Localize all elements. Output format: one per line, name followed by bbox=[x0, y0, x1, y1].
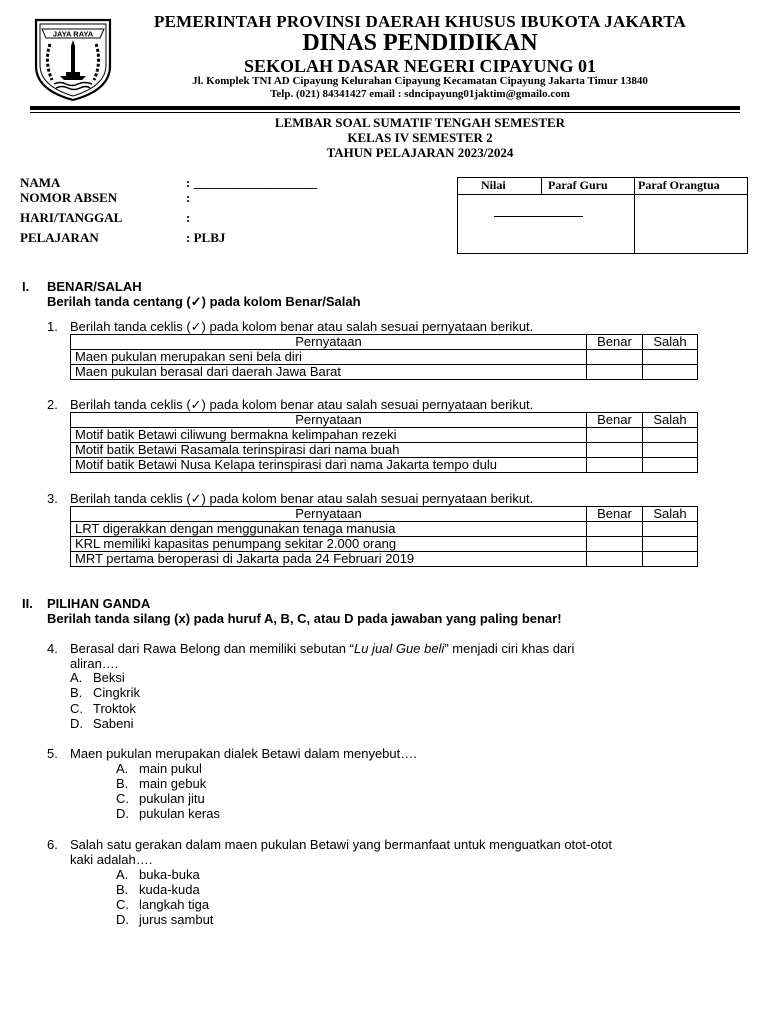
table-row bbox=[71, 537, 698, 552]
statement-cell: Motif batik Betawi Nusa Kelapa terinspirasi dari nama Jakarta tempo dulu bbox=[71, 458, 587, 473]
letterhead-address: Jl. Komplek TNI AD Cipayung Kelurahan Cipayung Kecamatan Cipayung Jakarta Timur 13840 bbox=[192, 75, 648, 87]
statement-cell: Maen pukulan berasal dari daerah Jawa Barat bbox=[71, 365, 587, 380]
jakarta-emblem-logo bbox=[30, 14, 116, 102]
field-label-hari-tanggal: HARI/TANGGAL bbox=[20, 210, 123, 225]
table-header-pernyataan: Pernyataan bbox=[71, 507, 587, 522]
salah-checkbox-cell[interactable] bbox=[643, 458, 698, 473]
option-text: Troktok bbox=[93, 701, 136, 716]
option-letter[interactable]: B. bbox=[116, 882, 129, 897]
letterhead-government: PEMERINTAH PROVINSI DAERAH KHUSUS IBUKOTA JAKARTA bbox=[153, 12, 686, 31]
letterhead-rule-thin bbox=[30, 112, 740, 113]
field-value-nomor-absen[interactable]: : bbox=[186, 190, 191, 205]
statement-cell: Motif batik Betawi ciliwung bermakna kelimpahan rezeki bbox=[71, 428, 587, 443]
option-text: Cingkrik bbox=[93, 685, 140, 700]
table-row bbox=[71, 552, 698, 567]
section-2-title: PILIHAN GANDA bbox=[47, 596, 151, 611]
option-text: Beksi bbox=[93, 670, 125, 685]
sheet-title: LEMBAR SOAL SUMATIF TENGAH SEMESTER bbox=[274, 115, 566, 130]
statement-cell: LRT digerakkan dengan menggunakan tenaga manusia bbox=[71, 522, 587, 537]
table-row bbox=[71, 443, 698, 458]
question-text-continued: aliran…. bbox=[70, 656, 119, 671]
option-text: kuda-kuda bbox=[139, 882, 200, 897]
salah-checkbox-cell[interactable] bbox=[643, 365, 698, 380]
option-letter[interactable]: D. bbox=[116, 806, 129, 821]
option-text: Sabeni bbox=[93, 716, 134, 731]
benar-checkbox-cell[interactable] bbox=[587, 428, 643, 443]
letterhead-department: DINAS PENDIDIKAN bbox=[302, 30, 538, 56]
question-italic-phrase: Lu jual Gue beli bbox=[353, 641, 445, 656]
benar-checkbox-cell[interactable] bbox=[587, 443, 643, 458]
true-false-table bbox=[70, 334, 698, 380]
benar-checkbox-cell[interactable] bbox=[587, 458, 643, 473]
option-text: buka-buka bbox=[139, 867, 200, 882]
option-letter[interactable]: D. bbox=[70, 716, 83, 731]
question-text: Berasal dari Rawa Belong dan memiliki sebutan “Lu jual Gue beli” menjadi ciri khas dari bbox=[70, 641, 575, 656]
table-header-benar: Benar bbox=[587, 335, 643, 350]
option-letter[interactable]: B. bbox=[116, 776, 129, 791]
letterhead-contact: Telp. (021) 84341427 email : sdncipayung01jaktim@gmailo.com bbox=[270, 88, 570, 100]
field-value-pelajaran: : PLBJ bbox=[186, 230, 226, 245]
benar-checkbox-cell[interactable] bbox=[587, 365, 643, 380]
sheet-year: TAHUN PELAJARAN 2023/2024 bbox=[326, 145, 514, 160]
table-header-benar: Benar bbox=[587, 413, 643, 428]
benar-checkbox-cell[interactable] bbox=[587, 350, 643, 365]
salah-checkbox-cell[interactable] bbox=[643, 443, 698, 458]
question-number: 4. bbox=[47, 641, 58, 656]
table-row bbox=[71, 522, 698, 537]
letterhead-school-name: SEKOLAH DASAR NEGERI CIPAYUNG 01 bbox=[243, 56, 597, 76]
question-number: 2. bbox=[47, 397, 58, 412]
table-header-benar: Benar bbox=[587, 507, 643, 522]
question-number: 6. bbox=[47, 837, 58, 852]
table-header-salah: Salah bbox=[643, 413, 698, 428]
option-letter[interactable]: C. bbox=[70, 701, 83, 716]
benar-checkbox-cell[interactable] bbox=[587, 522, 643, 537]
option-letter[interactable]: A. bbox=[116, 867, 129, 882]
table-header-pernyataan: Pernyataan bbox=[71, 335, 587, 350]
salah-checkbox-cell[interactable] bbox=[643, 350, 698, 365]
option-letter[interactable]: B. bbox=[70, 685, 83, 700]
sheet-class: KELAS IV SEMESTER 2 bbox=[347, 130, 493, 145]
svg-text:JAYA RAYA: JAYA RAYA bbox=[52, 29, 94, 39]
option-letter[interactable]: D. bbox=[116, 912, 129, 927]
option-text: jurus sambut bbox=[139, 912, 214, 927]
question-text: Maen pukulan merupakan dialek Betawi dalam menyebut…. bbox=[70, 746, 417, 761]
true-false-table bbox=[70, 506, 698, 567]
question-number: 1. bbox=[47, 319, 58, 334]
benar-checkbox-cell[interactable] bbox=[587, 537, 643, 552]
statement-cell: KRL memiliki kapasitas penumpang sekitar 2.000 orang bbox=[71, 537, 587, 552]
option-text: langkah tiga bbox=[139, 897, 210, 912]
field-label-nomor-absen: NOMOR ABSEN bbox=[20, 190, 118, 205]
section-1-number: I. bbox=[22, 279, 30, 294]
score-box-divider-2 bbox=[634, 177, 635, 254]
salah-checkbox-cell[interactable] bbox=[643, 552, 698, 567]
statement-cell: MRT pertama beroperasi di Jakarta pada 24 Februari 2019 bbox=[71, 552, 587, 567]
option-text: main pukul bbox=[139, 761, 202, 776]
question-text: Berilah tanda ceklis (✓) pada kolom benar atau salah sesuai pernyataan berikut. bbox=[70, 491, 534, 506]
score-box-header-divider bbox=[457, 194, 748, 195]
question-text: Berilah tanda ceklis (✓) pada kolom benar atau salah sesuai pernyataan berikut. bbox=[70, 397, 534, 412]
statement-cell: Motif batik Betawi Rasamala terinspirasi dari nama buah bbox=[71, 443, 587, 458]
option-letter[interactable]: A. bbox=[116, 761, 129, 776]
section-2-number: II. bbox=[22, 596, 33, 611]
question-text: Berilah tanda ceklis (✓) pada kolom benar atau salah sesuai pernyataan berikut. bbox=[70, 319, 534, 334]
option-letter[interactable]: A. bbox=[70, 670, 83, 685]
table-row bbox=[71, 350, 698, 365]
score-header-nilai: Nilai bbox=[481, 178, 506, 192]
salah-checkbox-cell[interactable] bbox=[643, 522, 698, 537]
field-value-nama[interactable]: : ___________________ bbox=[186, 175, 318, 190]
section-1-title: BENAR/SALAH bbox=[47, 279, 142, 294]
salah-checkbox-cell[interactable] bbox=[643, 537, 698, 552]
score-header-paraf-guru: Paraf Guru bbox=[548, 178, 608, 192]
option-letter[interactable]: C. bbox=[116, 791, 129, 806]
question-number: 5. bbox=[47, 746, 58, 761]
benar-checkbox-cell[interactable] bbox=[587, 552, 643, 567]
option-text: pukulan jitu bbox=[139, 791, 205, 806]
field-label-pelajaran: PELAJARAN bbox=[20, 230, 99, 245]
option-text: main gebuk bbox=[139, 776, 207, 791]
true-false-table bbox=[70, 412, 698, 473]
table-row bbox=[71, 365, 698, 380]
table-header-salah: Salah bbox=[643, 507, 698, 522]
option-text: pukulan keras bbox=[139, 806, 220, 821]
letterhead-rule-thick bbox=[30, 106, 740, 110]
section-2-instruction: Berilah tanda silang (x) pada huruf A, B, C, atau D pada jawaban yang paling benar! bbox=[47, 611, 562, 626]
question-text-continued: kaki adalah…. bbox=[70, 852, 153, 867]
field-label-nama: NAMA bbox=[20, 175, 61, 190]
field-value-hari-tanggal[interactable]: : bbox=[186, 210, 191, 225]
salah-checkbox-cell[interactable] bbox=[643, 428, 698, 443]
score-box-divider-1 bbox=[541, 177, 542, 194]
question-text: Salah satu gerakan dalam maen pukulan Betawi yang bermanfaat untuk menguatkan otot-otot bbox=[70, 837, 613, 852]
question-number: 3. bbox=[47, 491, 58, 506]
option-letter[interactable]: C. bbox=[116, 897, 129, 912]
section-1-instruction: Berilah tanda centang (✓) pada kolom Benar/Salah bbox=[47, 294, 361, 309]
score-line[interactable] bbox=[494, 216, 583, 217]
statement-cell: Maen pukulan merupakan seni bela diri bbox=[71, 350, 587, 365]
table-header-salah: Salah bbox=[643, 335, 698, 350]
table-row bbox=[71, 458, 698, 473]
table-row bbox=[71, 428, 698, 443]
table-header-pernyataan: Pernyataan bbox=[71, 413, 587, 428]
score-header-paraf-orangtua: Paraf Orangtua bbox=[638, 178, 720, 192]
